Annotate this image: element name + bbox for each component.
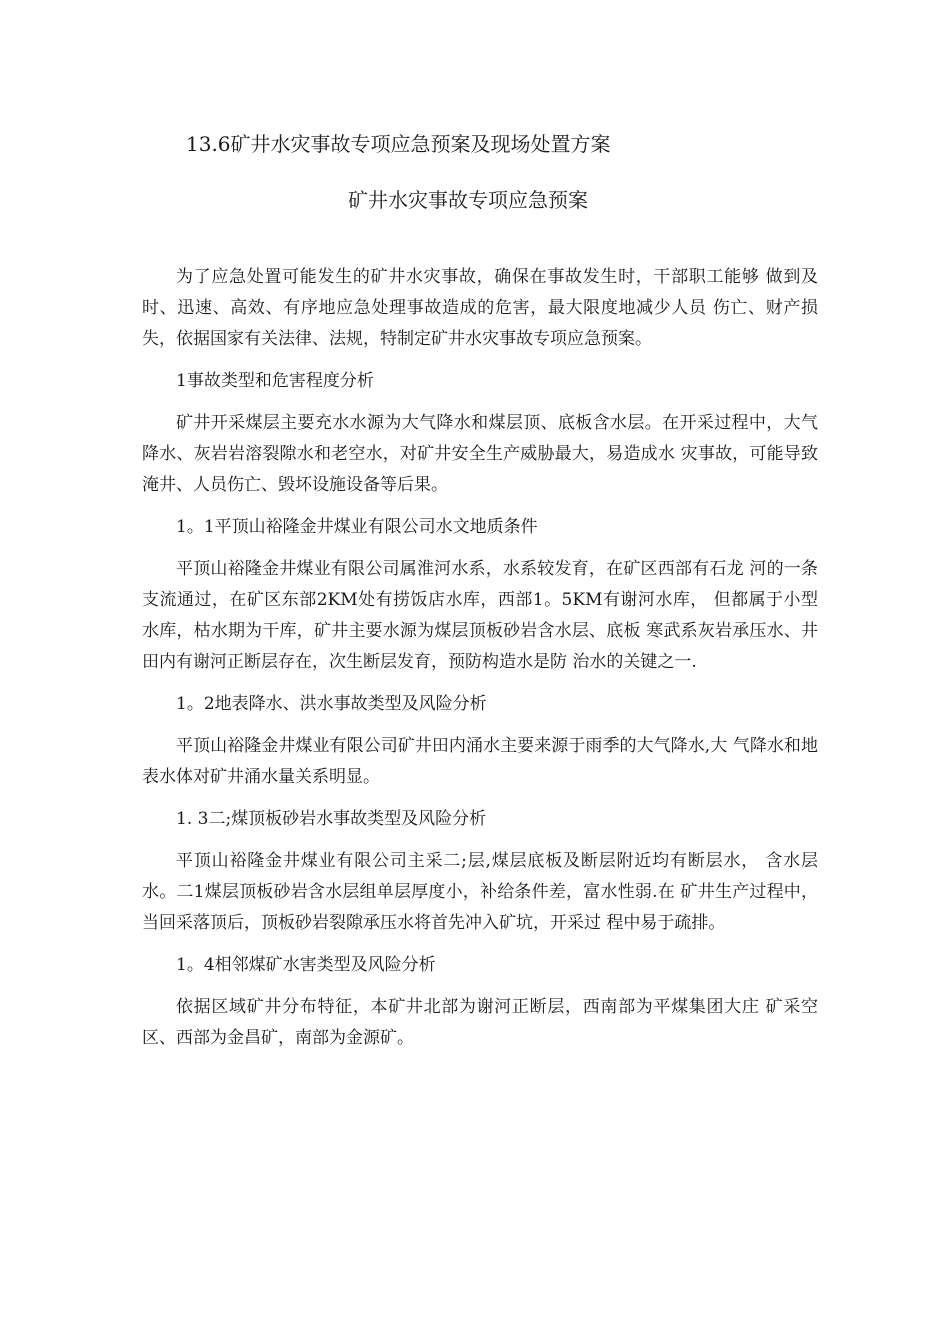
section-heading-1-2: 1。2地表降水、洪水事故类型及风险分析 [176,694,487,714]
document-body [142,262,818,1065]
section-paragraph-1-1: 平顶山裕隆金井煤业有限公司属淮河水系，水系较发育，在矿区西部有石龙 河的一条支流通过，在矿区东部2KM处有捞饭店水库，西部1。5KM有谢河水库， 但都属于小型水库，枯水期为干库，矿井主要水源为煤层顶板砂岩含水层、底板 寒武系灰岩承压水、井田内有谢河正断层存在，次生断层发育，预防构造水是防 治水的关键之一. [142,559,818,672]
section-heading-1-4: 1。4相邻煤矿水害类型及风险分析 [176,955,436,975]
document-subtitle: 矿井水灾事故专项应急预案 [348,188,588,212]
section-heading-1-3: 1. 3二;煤顶板砂岩水事故类型及风险分析 [176,809,487,829]
section-heading-1-1: 1。1平顶山裕隆金井煤业有限公司水文地质条件 [176,517,538,537]
section-paragraph-1: 矿井开采煤层主要充水水源为大气降水和煤层顶、底板含水层。在开采过程中，大气降水、灰岩岩溶裂隙水和老空水，对矿井安全生产威胁最大，易造成水 灾事故，可能导致淹井、人员伤亡、毁坏设施设备等后果。 [142,413,818,495]
section-paragraph-1-4: 依据区域矿井分布特征，本矿井北部为谢河正断层，西南部为平煤集团大庄 矿采空区、西部为金昌矿，南部为金源矿。 [142,997,818,1048]
section-heading-1: 1事故类型和危害程度分析 [176,371,374,391]
intro-paragraph: 为了应急处置可能发生的矿井水灾事故，确保在事故发生时，干部职工能够 做到及时、迅速、高效、有序地应急处理事故造成的危害，最大限度地减少人员 伤亡、财产损失，依据国家有关法律、法规，特制定矿井水灾事故专项应急预案。 [142,267,818,349]
section-paragraph-1-3: 平顶山裕隆金井煤业有限公司主采二;层,煤层底板及断层附近均有断层水， 含水层水。二1煤层顶板砂岩含水层组单层厚度小，补给条件差，富水性弱.在 矿井生产过程中，当回采落顶后，顶板砂岩裂隙承压水将首先冲入矿坑，开采过 程中易于疏排。 [142,851,818,933]
section-paragraph-1-2: 平顶山裕隆金井煤业有限公司矿井田内涌水主要来源于雨季的大气降水,大 气降水和地表水体对矿井涌水量关系明显。 [142,736,818,787]
document-title: 13.6矿井水灾事故专项应急预案及现场处置方案 [186,132,611,156]
